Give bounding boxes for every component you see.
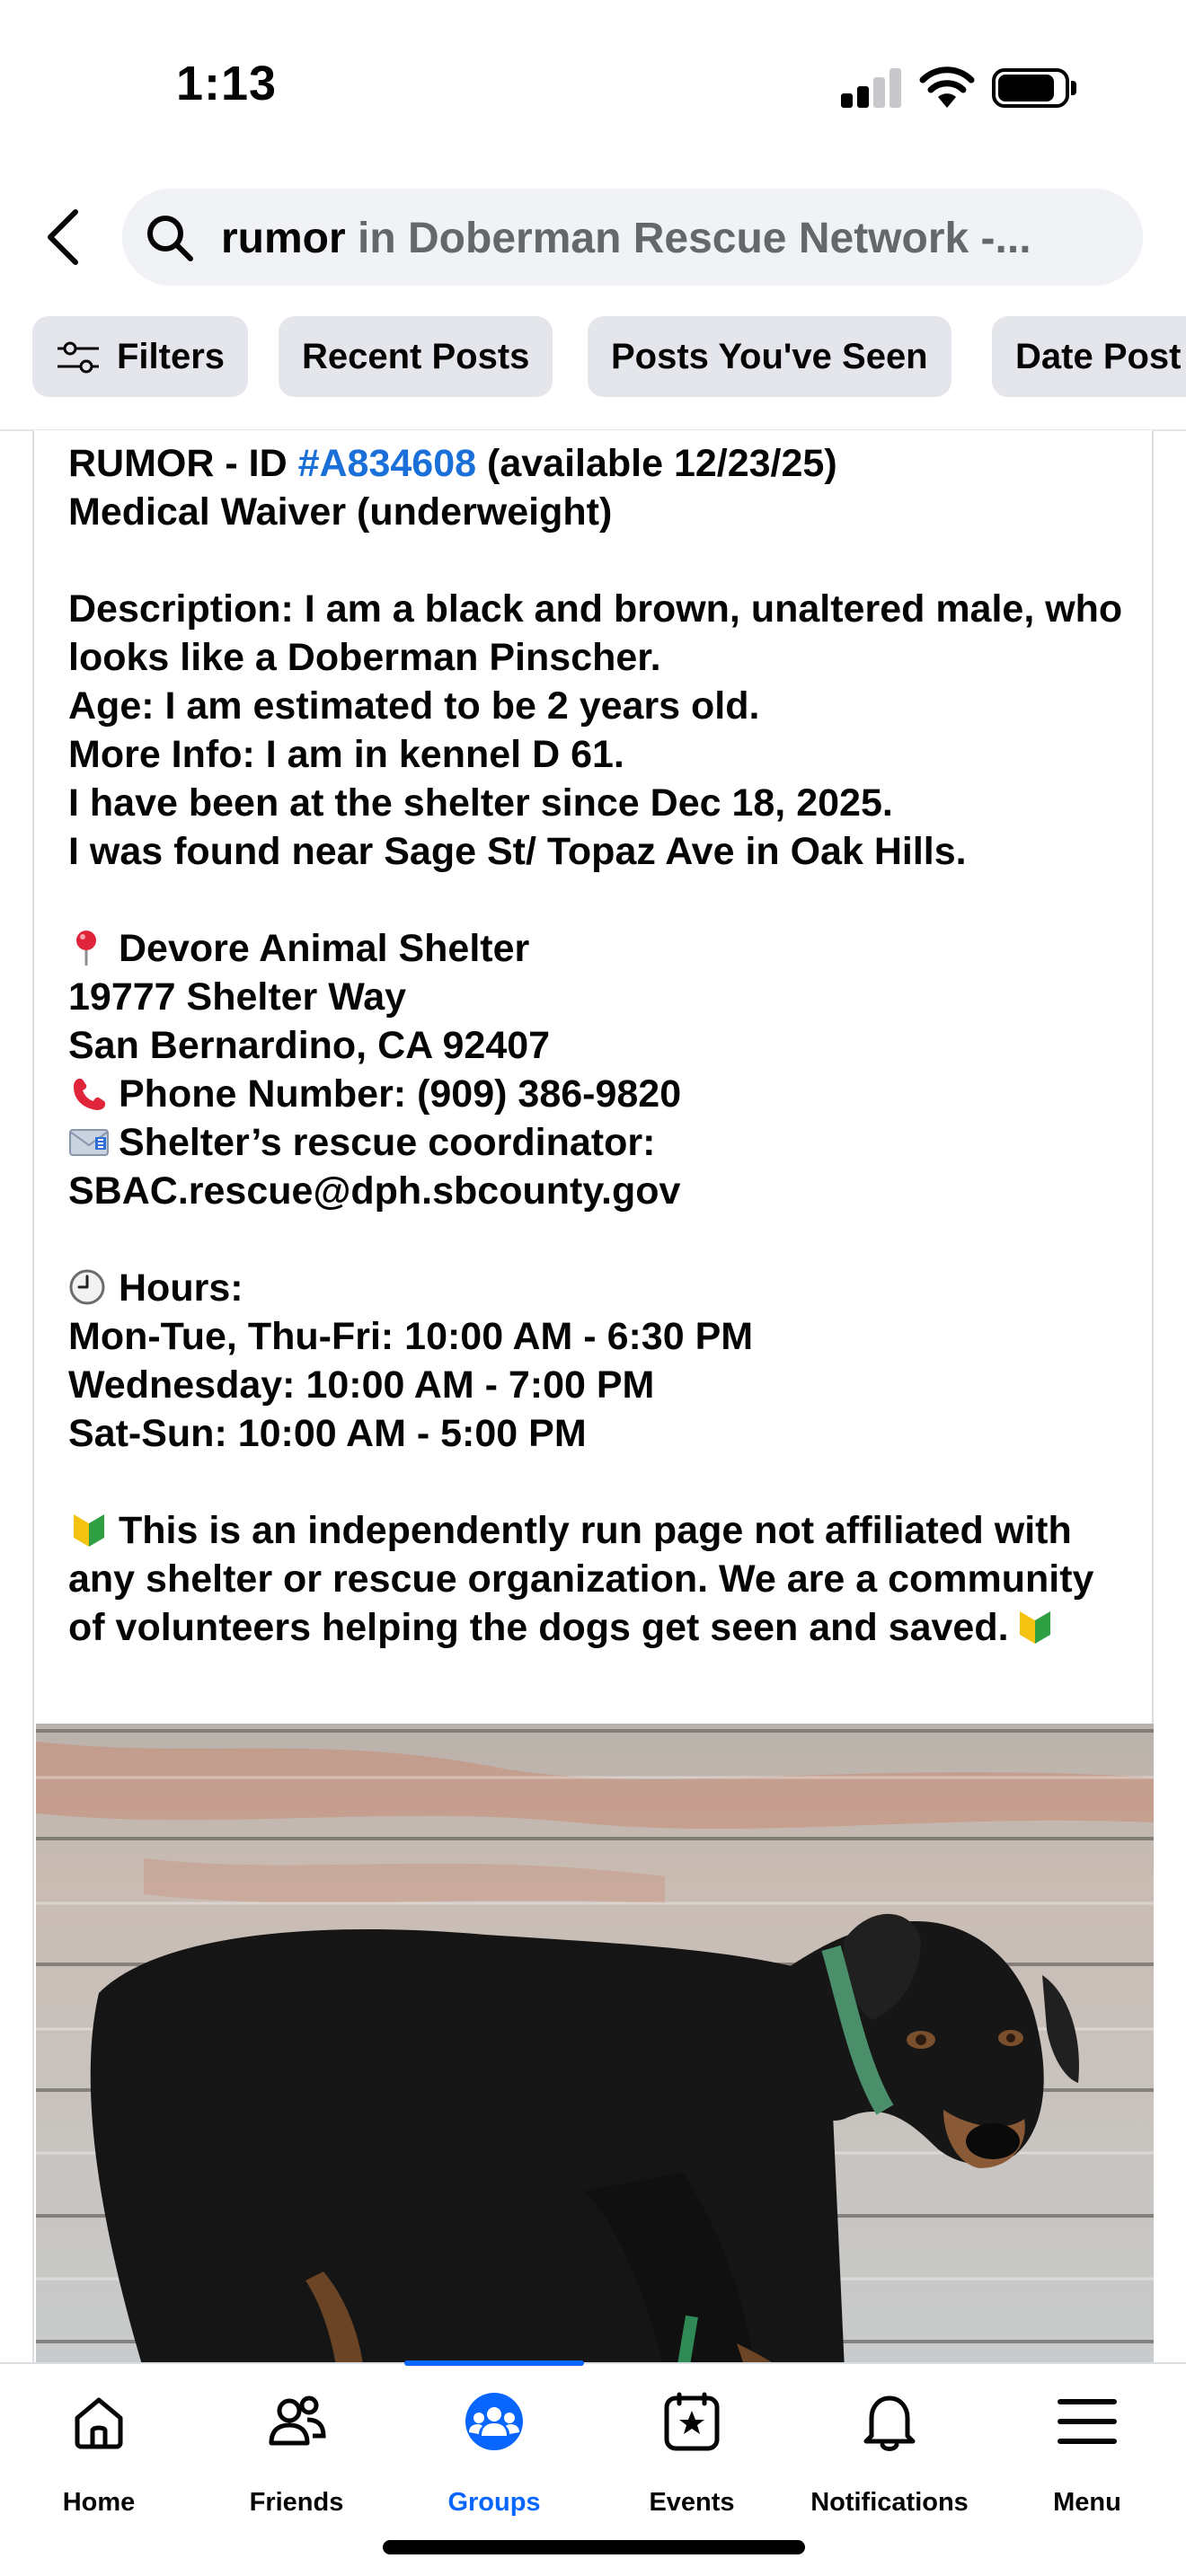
back-chevron-icon[interactable] [36,199,90,275]
date-posted-chip-label: Date Post [1015,337,1182,376]
post-card [32,430,1154,2370]
nav-home-label: Home [62,2488,136,2517]
hours-wednesday-line: Wednesday: 10:00 AM - 7:00 PM [68,1363,655,1407]
filters-chip-label: Filters [117,337,226,376]
dog-photo[interactable] [36,1724,1154,2370]
shelter-name-line: Devore Animal Shelter [68,924,1137,973]
nav-groups-label: Groups [447,2488,541,2517]
wifi-icon [918,65,976,110]
filters-chip[interactable] [32,316,248,397]
hours-title-line: Hours: [68,1264,1137,1312]
age-line: Age: I am estimated to be 2 years old. [68,684,760,728]
status-bar [0,0,1186,171]
date-posted-chip[interactable] [992,316,1186,397]
filter-chips [0,316,1186,399]
nav-friends-label: Friends [249,2488,344,2517]
nav-notifications-label: Notifications [810,2488,969,2517]
phone-line: Phone Number: (909) 386-9820 [68,1070,1137,1118]
nav-events[interactable] [593,2382,791,2526]
search-icon [144,212,196,264]
more-info-line: More Info: I am in kennel D 61. [68,733,624,776]
nav-menu[interactable] [988,2382,1186,2526]
post-title-line: RUMOR - ID #A834608 (available 12/23/25) [68,442,837,485]
battery-icon [992,68,1076,108]
nav-groups[interactable] [395,2382,593,2526]
nav-notifications[interactable] [791,2382,988,2526]
events-icon [661,2391,722,2452]
hours-weekday-line: Mon-Tue, Thu-Fri: 10:00 AM - 6:30 PM [68,1315,754,1358]
hashtag-link[interactable]: #A834608 [297,442,477,485]
beginner-mark-icon [1014,1608,1056,1645]
friends-icon [266,2391,327,2452]
nav-home[interactable] [0,2382,198,2526]
posts-seen-chip-label: Posts You've Seen [611,337,928,376]
hamburger-icon [1057,2391,1118,2452]
search-query: rumor [221,215,346,262]
posts-seen-chip[interactable] [588,316,951,397]
envelope-icon [68,1123,110,1160]
bell-icon [859,2391,920,2452]
home-indicator [383,2540,805,2554]
home-icon [68,2391,129,2452]
cellular-signal-icon [841,68,902,108]
disclaimer-line: This is an independently run page not affiliated with any shelter or rescue organization. We are a community of volunteers helping the dogs get seen and saved. [68,1509,1094,1649]
nav-friends[interactable] [198,2382,395,2526]
post-text [68,439,1137,1652]
nav-events-label: Events [649,2488,735,2517]
telephone-icon [68,1074,110,1112]
coordinator-line: Shelter’s rescue coordinator: [68,1118,1137,1167]
groups-icon [464,2391,525,2452]
shelter-city-line: San Bernardino, CA 92407 [68,1024,551,1067]
nav-menu-label: Menu [1053,2488,1121,2517]
filter-sliders-icon [56,341,101,374]
status-time: 1:13 [176,57,278,110]
recent-posts-chip-label: Recent Posts [302,337,530,376]
medical-waiver-line: Medical Waiver (underweight) [68,490,613,534]
search-bar[interactable] [122,189,1143,286]
active-tab-indicator [404,2360,584,2366]
hours-weekend-line: Sat-Sun: 10:00 AM - 5:00 PM [68,1412,587,1455]
search-scope: in Doberman Rescue Network -... [345,215,1031,262]
found-line: I was found near Sage St/ Topaz Ave in Oak Hills. [68,830,967,873]
clock-icon [68,1268,110,1306]
beginner-mark-icon [68,1511,110,1548]
search-input[interactable] [221,214,1120,264]
shelter-street-line: 19777 Shelter Way [68,975,407,1019]
pin-icon [68,929,110,966]
recent-posts-chip[interactable] [279,316,553,397]
description-line: Description: I am a black and brown, unaltered male, who looks like a Doberman Pinscher. [68,587,1123,679]
since-line: I have been at the shelter since Dec 18, 2025. [68,781,893,825]
coordinator-email[interactable]: SBAC.rescue@dph.sbcounty.gov [68,1169,681,1213]
